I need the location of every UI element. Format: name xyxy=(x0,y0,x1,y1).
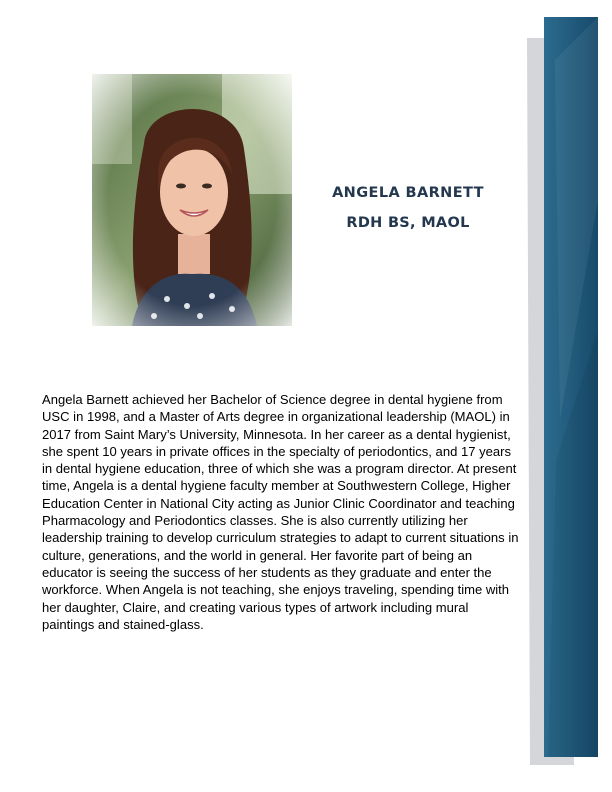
person-name: ANGELA BARNETT xyxy=(332,185,484,201)
portrait-photo xyxy=(92,74,292,326)
person-credentials: RDH BS, MAOL xyxy=(346,215,470,231)
biography-paragraph: Angela Barnett achieved her Bachelor of Science degree in dental hygiene from USC in 1998, and a Master of Arts degree in organizational leadership (MAOL) in 2017 from Saint Mary’s University, Minnesota. In her career as a dental hygienist, she spent 10 years in private offices in the specialty of periodontics, and 17 years in dental hygiene education, three of which she was a program director. At present time, Angela is a dental hygiene faculty member at Southwestern College, Higher Education Center in National City acting as Junior Clinic Coordinator and teaching Pharmacology and Periodontics classes. She is also currently utilizing her leadership training to develop curriculum strategies to adapt to current situations in culture, generations, and the world in general. Her favorite part of being an educator is seeing the success of her students as they graduate and enter the workforce. When Angela is not teaching, she enjoys traveling, spending time with her daughter, Claire, and creating various types of artwork including mural paintings and stained-glass. xyxy=(42,392,519,632)
name-heading-block xyxy=(318,178,498,238)
